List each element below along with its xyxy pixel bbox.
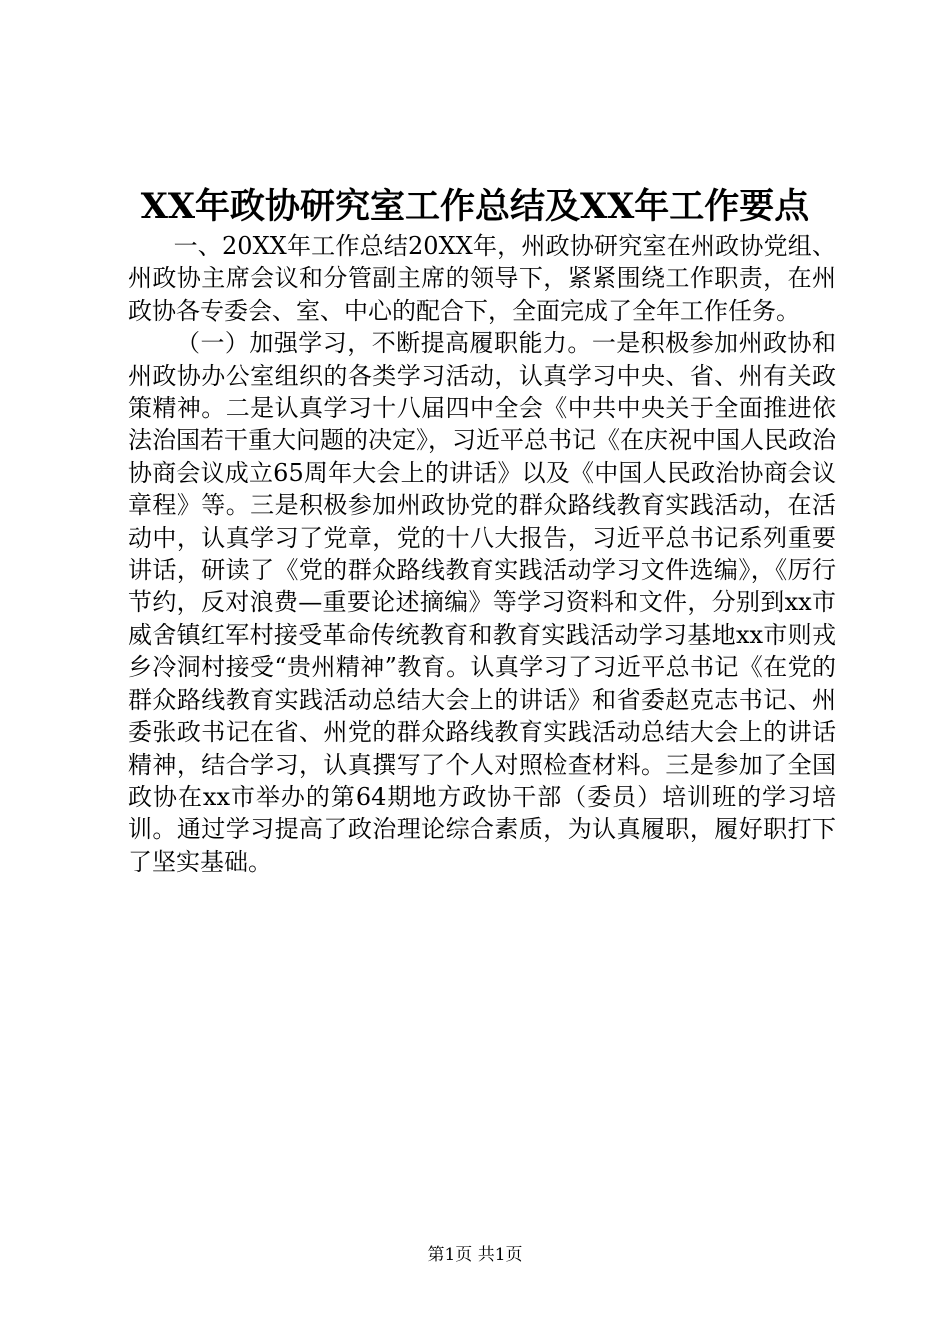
document-title: XX年政协研究室工作总结及XX年工作要点	[140, 186, 810, 227]
document-body	[128, 230, 836, 878]
paragraph-study: （一）加强学习，不断提高履职能力。一是积极参加州政协和州政协办公室组织的各类学习活动，认真学习中央、省、州有关政策精神。二是认真学习十八届四中全会《中共中央关于全面推进依法治国若干重大问题的决定》，习近平总书记《在庆祝中国人民政治协商会议成立65周年大会上的讲话》以及《中国人民政治协商会议章程》等。三是积极参加州政协党的群众路线教育实践活动，在活动中，认真学习了党章，党的十八大报告，习近平总书记系列重要讲话，研读了《党的群众路线教育实践活动学习文件选编》，《厉行节约，反对浪费—重要论述摘编》等学习资料和文件，分别到xx市威舍镇红军村接受革命传统教育和教育实践活动学习基地xx市则戎乡冷洞村接受“贵州精神”教育。认真学习了习近平总书记《在党的群众路线教育实践活动总结大会上的讲话》和省委赵克志书记、州委张政书记在省、州党的群众路线教育实践活动总结大会上的讲话精神，结合学习，认真撰写了个人对照检查材料。三是参加了全国政协在xx市举办的第64期地方政协干部（委员）培训班的学习培训。通过学习提高了政治理论综合素质，为认真履职，履好职打下了坚实基础。	[128, 329, 836, 876]
paragraph-summary: 一、20XX年工作总结20XX年，州政协研究室在州政协党组、州政协主席会议和分管副主席的领导下，紧紧围绕工作职责，在州政协各专委会、室、中心的配合下，全面完成了全年工作任务。	[128, 232, 836, 325]
page-number-footer: 第1页 共1页	[427, 1245, 523, 1265]
